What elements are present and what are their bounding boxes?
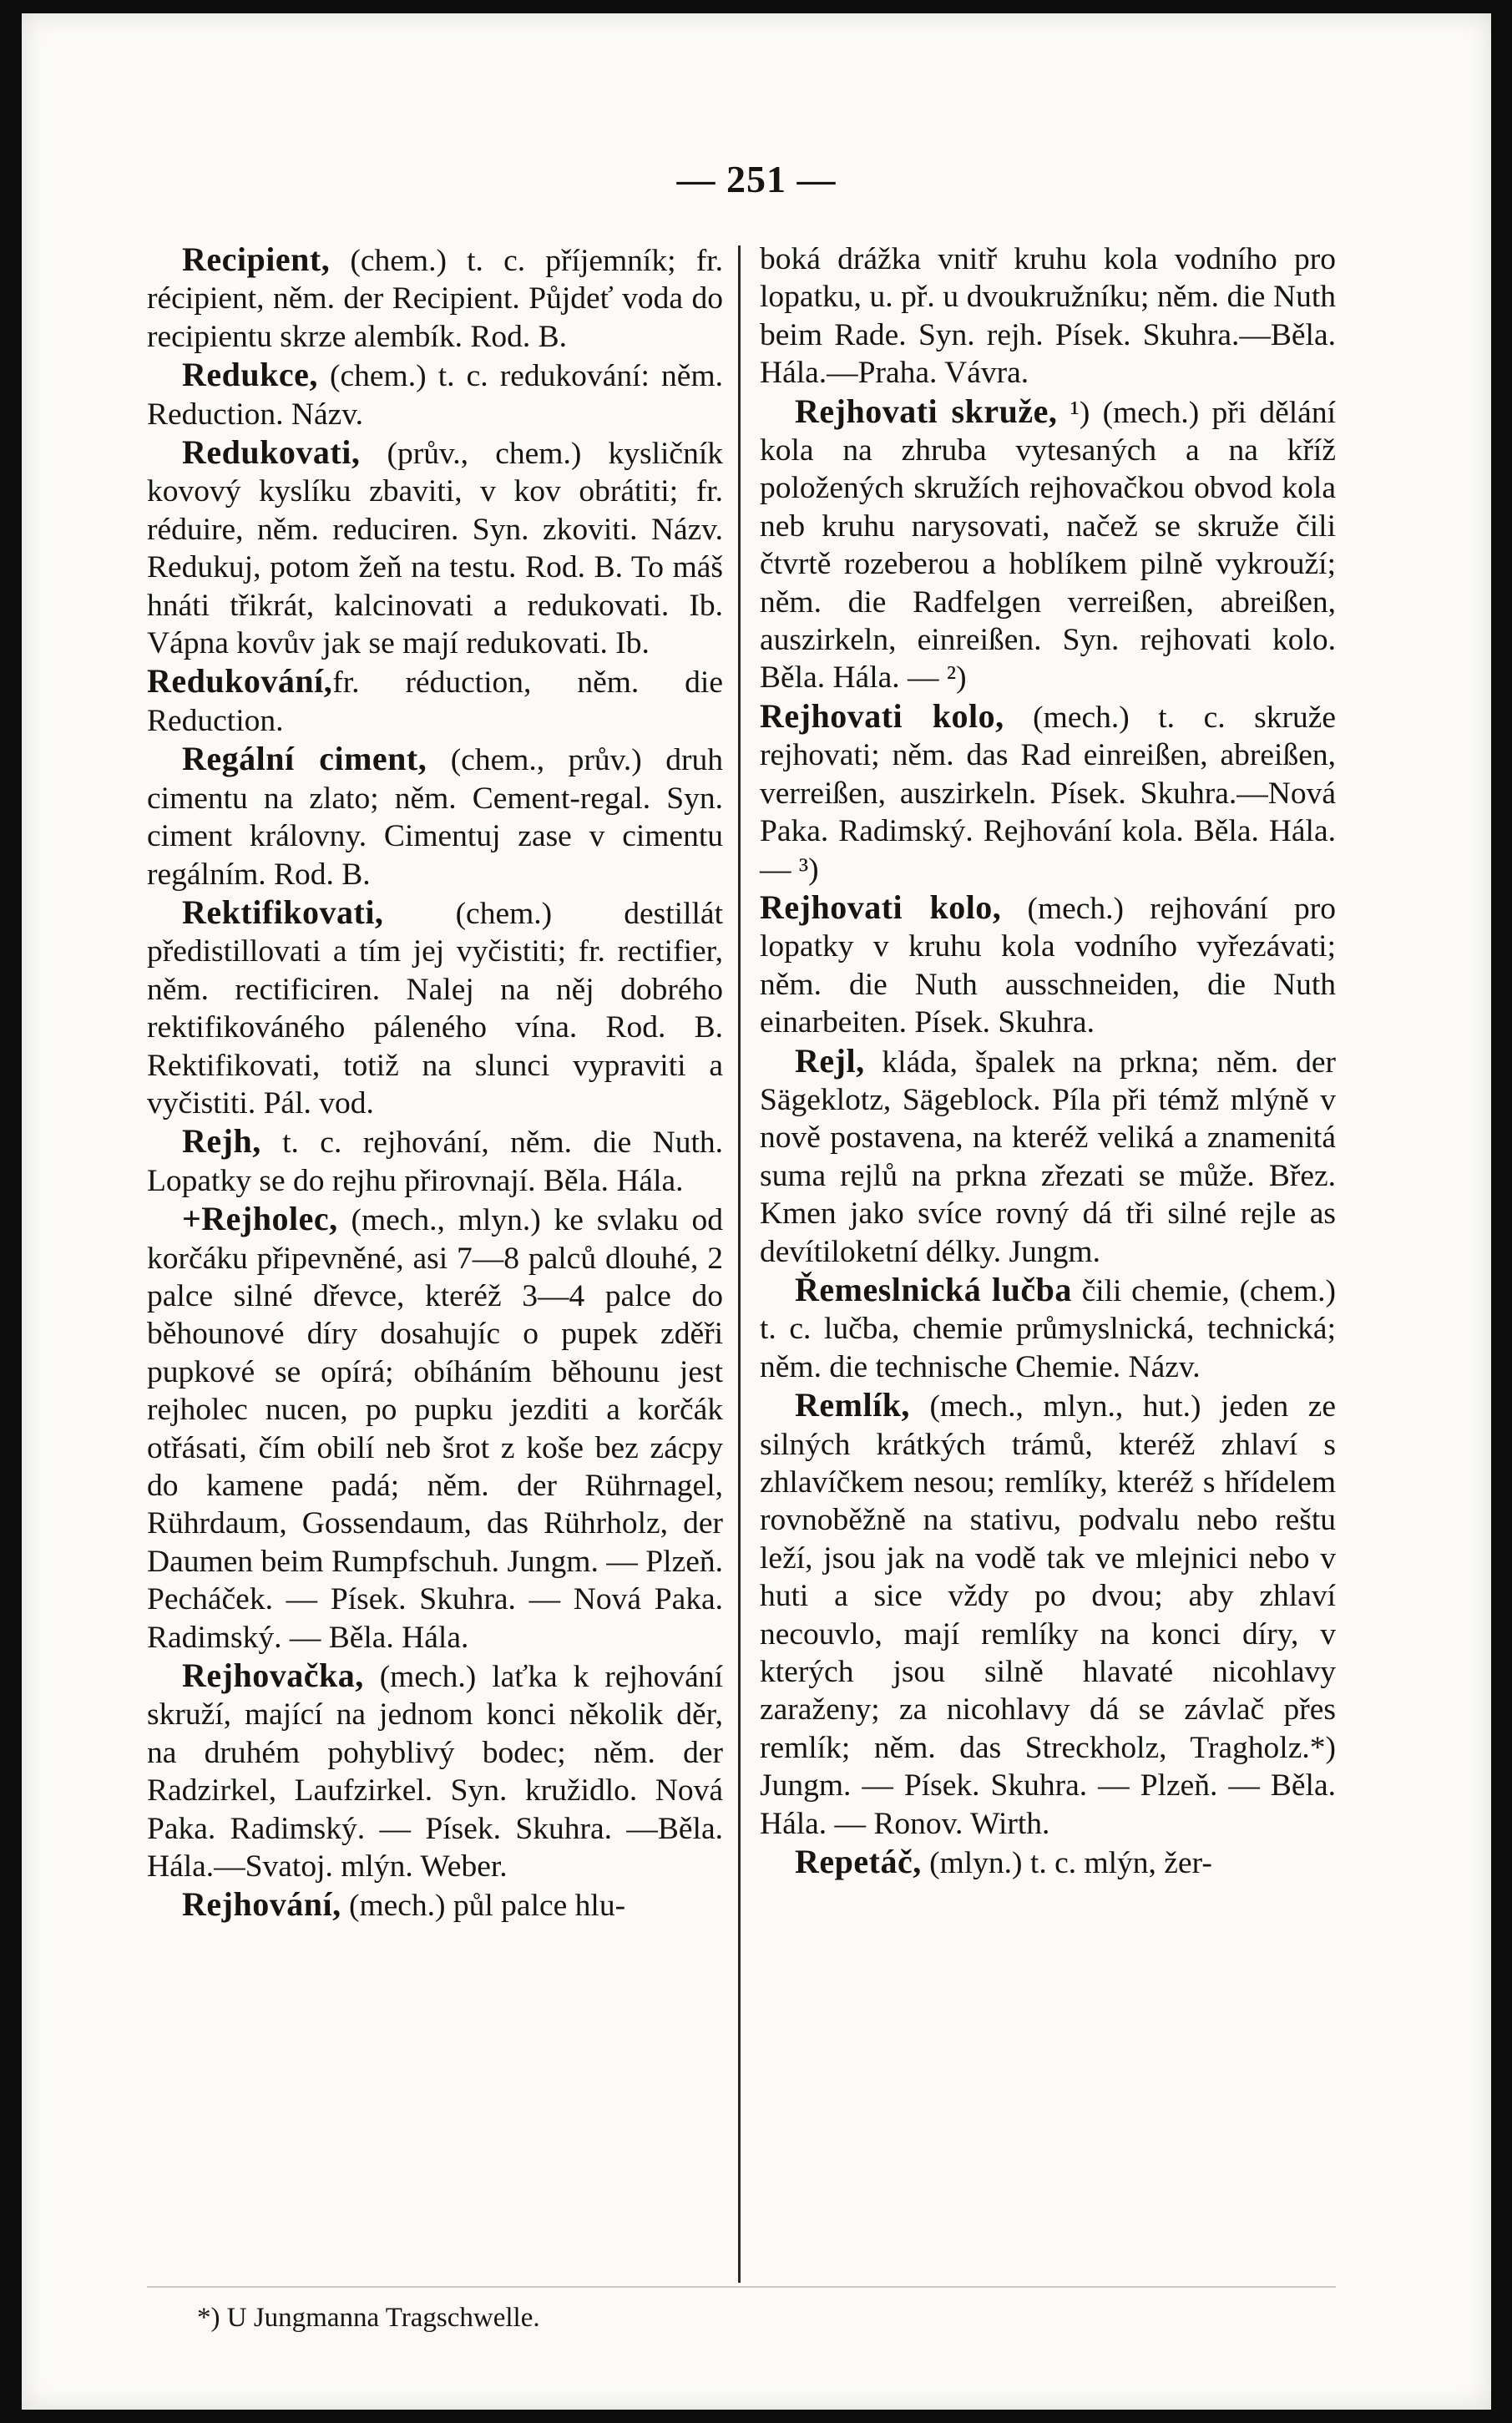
dictionary-entry xyxy=(147,240,723,356)
right-column xyxy=(760,240,1336,1882)
entry-definition: t. c. rejhování, něm. die Nuth. Lopatky se do rejhu přirovnají. Běla. Hála. xyxy=(147,1126,723,1198)
dictionary-entry xyxy=(147,356,723,433)
entry-definition: (chem.) t. c. redukování: něm. Reduction. Názv. xyxy=(147,359,723,432)
dictionary-entry xyxy=(147,1200,723,1657)
entry-definition: (mech.) rejhování pro lopatky v kruhu kola vodního vyřezávati; něm. die Nuth ausschneiden, die Nuth einarbeiten. Písek. Skuhra. xyxy=(760,891,1336,1040)
entry-headword: Recipient, xyxy=(182,240,331,278)
entry-headword: Rejhovati kolo, xyxy=(760,696,1004,735)
dictionary-entry xyxy=(760,697,1336,888)
entry-definition: boká drážka vnitř kruhu kola vodního pro lopatku, u. př. u dvoukružníku; něm. die Nuth beim Rade. Syn. rejh. Písek. Skuhra.—Běla. Hála.—Praha. Vávra. xyxy=(760,242,1336,391)
entry-headword: Řemeslnická lučba xyxy=(795,1270,1072,1308)
entry-headword: Redukce, xyxy=(182,356,318,394)
entry-headword: Rejh, xyxy=(182,1122,261,1161)
dictionary-entry xyxy=(147,1885,723,1925)
dictionary-entry xyxy=(760,1843,1336,1882)
entry-headword: Rektifikovati, xyxy=(182,893,384,931)
entry-headword: Rejl, xyxy=(795,1041,865,1080)
entry-headword: Repetáč, xyxy=(795,1843,922,1881)
footnote: *) U Jungmanna Tragschwelle. xyxy=(197,2303,540,2333)
footnote-rule xyxy=(147,2286,1336,2288)
dictionary-entry xyxy=(760,1386,1336,1843)
entry-definition: ¹) (mech.) při dělání kola na zhruba vytesaných a na kříž položených skružích rejhovačkou obvod kola neb kruhu narysovati, načež se skruže čili čtvrtě rozeberou a hoblíkem pilně vykrouží; něm. die Radfelgen verreißen, abreißen, auszirkeln, einreißen. Syn. rejhovati kolo. Běla. Hála. — ²) xyxy=(760,395,1336,696)
dictionary-entry xyxy=(760,1271,1336,1386)
entry-headword: Rejhovati skruže, xyxy=(795,392,1058,430)
dictionary-entry xyxy=(760,1042,1336,1271)
page-sheet xyxy=(22,13,1491,2410)
entry-definition: (mech., mlyn., hut.) jeden ze silných krátkých trámů, kteréž zhlaví s zhlavíčkem nesou; remlíky, kteréž s hřídelem rovnoběžně na stativu, podvalu nebo reštu leží, jsou jak na vodě tak ve mlejnici nebo v huti a sice vždy po dvou; aby zhlaví necouvlo, mají remlíky na konci díry, v kterých jsou silně hlavaté nicohlavy zaraženy; za nicohlavy dá se závlač přes remlík; něm. das Streckholz, Tragholz.*) Jungm. — Písek. Skuhra. — Plzeň. — Běla. Hála. — Ronov. Wirth. xyxy=(760,1389,1336,1841)
dictionary-entry xyxy=(147,1657,723,1885)
dictionary-entry xyxy=(147,662,723,740)
dictionary-entry xyxy=(147,740,723,893)
entry-definition: kláda, špalek na prkna; něm. der Sägeklotz, Sägeblock. Píla při témž mlýně v nově postavena, na kteréž veliká a znamenitá suma rejlů na prkna zřezati se může. Břez. Kmen jako svíce rovný dá tři silné rejle as devítiloketní délky. Jungm. xyxy=(760,1045,1336,1269)
entry-headword: Rejhovati kolo, xyxy=(760,888,1002,926)
entry-definition: (mlyn.) t. c. mlýn, žer- xyxy=(921,1846,1212,1881)
entry-definition: (chem., prův.) druh cimentu na zlato; něm. Cement-regal. Syn. ciment královny. Cimentuj zase v cimentu regálním. Rod. B. xyxy=(147,743,723,892)
entry-definition: (mech., mlyn.) ke svlaku od korčáku připevněné, asi 7—8 palců dlouhé, 2 palce silné dřevce, kteréž 3—4 palce do běhounové díry dosahujíc o pupek zděři pupkové se opírá; obíháním běhounu jest rejholec nucen, po pupku jezditi a korčák otřásati, čím obilí neb šrot z koše bez zácpy do kamene padá; něm. der Rührnagel, Rührdaum, Gossendaum, das Rührholz, der Daumen beim Rumpfschuh. Jungm. — Plzeň. Pecháček. — Písek. Skuhra. — Nová Paka. Radimský. — Běla. Hála. xyxy=(147,1203,723,1655)
entry-headword: Remlík, xyxy=(795,1386,910,1424)
dictionary-entry xyxy=(147,433,723,662)
dictionary-entry xyxy=(147,893,723,1122)
dictionary-entry xyxy=(760,888,1336,1042)
dictionary-entry xyxy=(760,392,1336,697)
left-column xyxy=(147,240,723,1925)
entry-headword: Rejhování, xyxy=(182,1885,341,1924)
entry-definition: fr. réduction, něm. die Reduction. xyxy=(147,665,723,738)
entry-headword: Rejhovačka, xyxy=(182,1657,364,1695)
entry-definition: (chem.) t. c. příjemník; fr. récipient, něm. der Recipient. Půjdeť voda do recipientu skrze alembík. Rod. B. xyxy=(147,244,723,354)
entry-definition: (chem.) destillát předistillovati a tím jej vyčistiti; fr. rectifier, něm. rectificiren. Nalej na něj dobrého rektifikováného páleného vína. Rod. B. Rektifikovati, totiž na slunci vypraviti a vyčistiti. Pál. vod. xyxy=(147,896,723,1120)
entry-headword: Redukování, xyxy=(147,662,333,701)
column-divider xyxy=(738,245,741,2283)
entry-definition: (mech.) t. c. skruže rejhovati; něm. das Rad einreißen, abreißen, verreißen, auszirkeln. Písek. Skuhra.—Nová Paka. Radimský. Rejhování kola. Běla. Hála. — ³) xyxy=(760,700,1336,887)
entry-definition: čili chemie, (chem.) t. c. lučba, chemie průmyslnická, technická; něm. die technische Chemie. Názv. xyxy=(760,1273,1336,1384)
entry-definition: (mech.) laťka k rejhování skruží, mající na jednom konci několik děr, na druhém pohyblivý bodec; něm. der Radzirkel, Laufzirkel. Syn. kružidlo. Nová Paka. Radimský. — Písek. Skuhra. —Běla. Hála.—Svatoj. mlýn. Weber. xyxy=(147,1660,723,1884)
dictionary-entry xyxy=(147,1122,723,1200)
page-number: — 251 — xyxy=(676,158,837,200)
entry-definition: (prův., chem.) kysličník kovový kyslíku zbaviti, v kov obrátiti; fr. réduire, něm. reduciren. Syn. zkoviti. Názv. Redukuj, potom žeň na testu. Rod. B. To máš hnáti třikrát, kalcinovati a redukovati. Ib. Vápna kovův jak se mají redukovati. Ib. xyxy=(147,437,723,661)
entry-headword: Regální ciment, xyxy=(182,740,427,778)
entry-definition: (mech.) půl palce hlu- xyxy=(341,1889,626,1924)
entry-headword: +Rejholec, xyxy=(182,1200,338,1238)
entry-headword: Redukovati, xyxy=(182,433,361,472)
dictionary-entry xyxy=(760,240,1336,392)
